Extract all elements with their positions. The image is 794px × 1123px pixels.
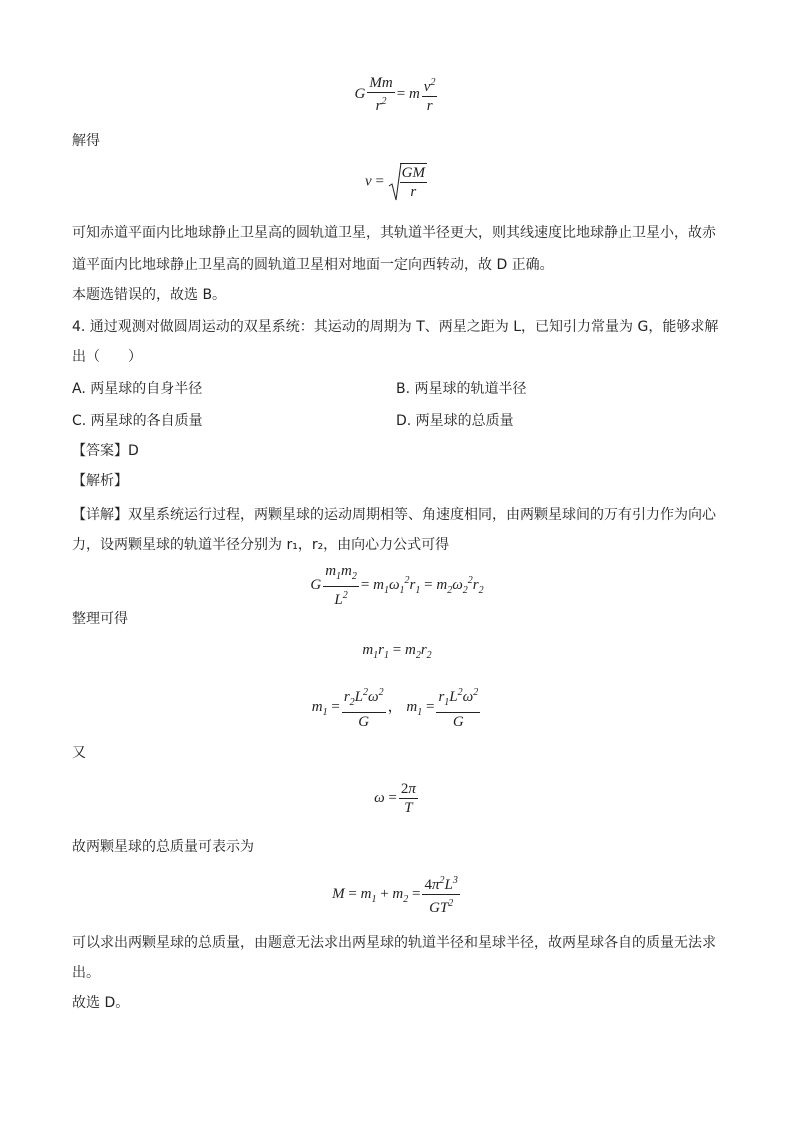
text-para1-line2: 道平面内比地球静止卫星高的圆轨道卫星相对地面一定向西转动，故 D 正确。 bbox=[72, 257, 554, 273]
text-you: 又 bbox=[72, 745, 86, 761]
velocity-equation: v = $\frac{GM}{r}$ bbox=[365, 165, 425, 200]
question-4-line1: 4. 通过观测对做圆周运动的双星系统：其运动的周期为 T、两星之距为 L，已知引力常量为 G，能够求解 bbox=[72, 319, 719, 335]
text-jiede: 解得 bbox=[72, 133, 100, 149]
detail-line1: 【详解】双星系统运行过程，两颗星球的运动周期相等、角速度相同，由两颗星球间的万有引力作为向心 bbox=[72, 507, 716, 523]
text-para2: 本题选错误的，故选 B。 bbox=[72, 287, 227, 303]
conclusion-line2: 出。 bbox=[72, 965, 100, 981]
text-zhengli: 整理可得 bbox=[72, 611, 128, 627]
total-mass-equation: $M = m_1 + m_2$ = $\frac{4\pi^2L^3}{GT^2}$ bbox=[0, 872, 794, 917]
option-d: D. 两星球的总质量 bbox=[396, 413, 514, 429]
conclusion-line1: 可以求出两颗星球的总质量，由题意无法求出两星球的轨道半径和星球半径，故两星球各自的质量无法求 bbox=[72, 935, 716, 951]
analysis-tag: 【解析】 bbox=[72, 473, 128, 489]
option-b: B. 两星球的轨道半径 bbox=[396, 381, 527, 397]
option-c: C. 两星球的各自质量 bbox=[72, 413, 203, 429]
detail-line2: 力，设两颗星球的轨道半径分别为 r₁，r₂，由向心力公式可得 bbox=[72, 537, 450, 553]
mass-expressions: $m_1$ = $\frac{r_2L^2\omega^2}{G}$ ， $m_1$ = $\frac{r_1L^2\omega^2}{G}$ bbox=[0, 684, 794, 731]
centripetal-equation: G $\frac{m_1m_2}{L^2}$ = $m_1\omega_1^2r_1 = m_2\omega_2^2r_2$ bbox=[310, 563, 484, 608]
text-total-mass: 故两颗星球的总质量可表示为 bbox=[72, 839, 254, 855]
text-para1-line1: 可知赤道平面内比地球静止卫星高的圆轨道卫星，其轨道半径更大，则其线速度比地球静止卫星小，故赤 bbox=[72, 225, 716, 241]
gravity-equation: G $\frac{Mm}{r^2}$ = m $\frac{v^2}{r}$ bbox=[354, 75, 436, 114]
mass-radius-equation: $m_1r_1 = m_2r_2$ bbox=[362, 642, 432, 661]
option-a: A. 两星球的自身半径 bbox=[72, 381, 203, 397]
question-4-line2: 出（ ） bbox=[72, 349, 142, 365]
omega-equation: ω = $\frac{2\pi}{T}$ bbox=[374, 781, 416, 816]
answer-tag: 【答案】D bbox=[72, 443, 139, 459]
final-answer: 故选 D。 bbox=[72, 995, 130, 1011]
